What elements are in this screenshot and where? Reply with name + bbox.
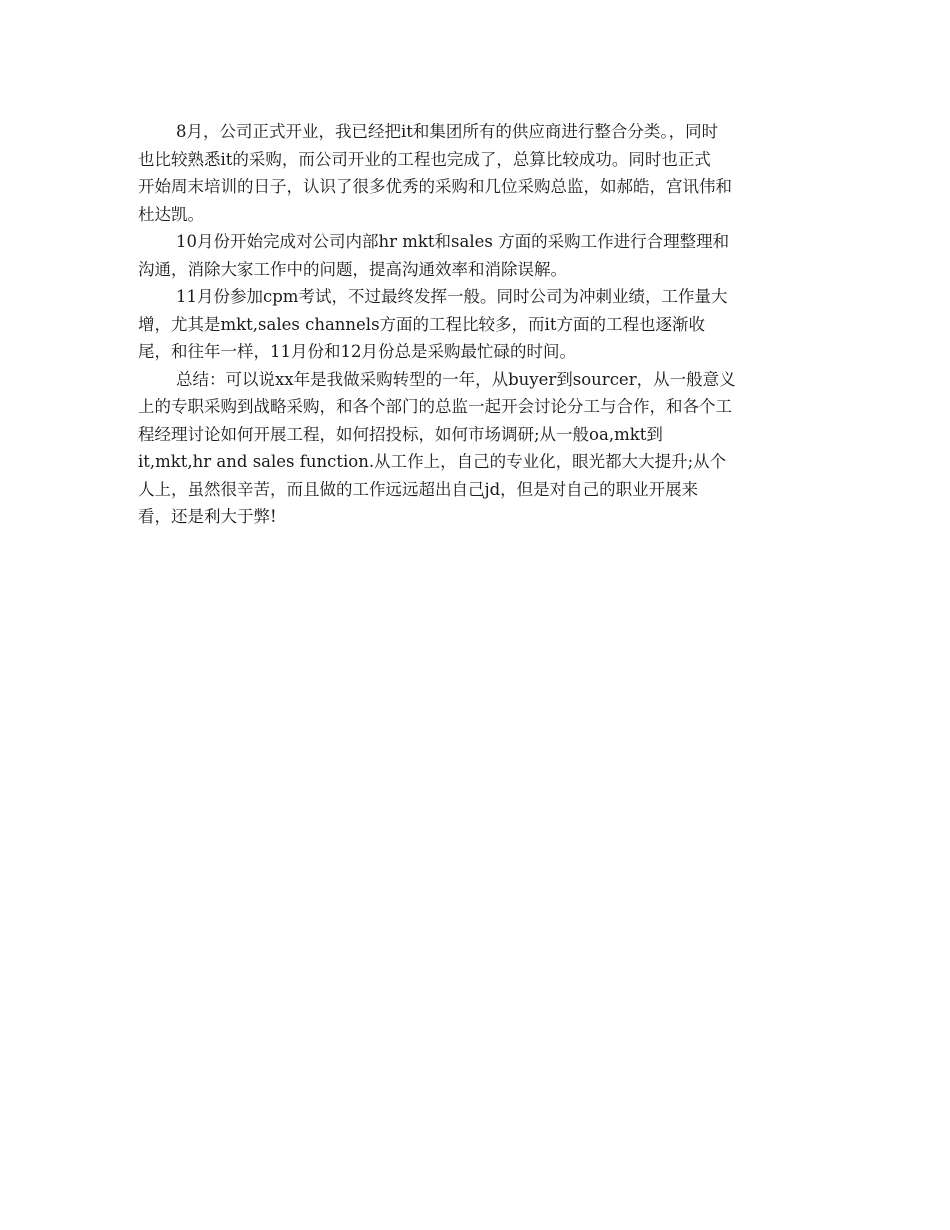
paragraph-summary [138, 366, 814, 531]
paragraph-line: 总结：可以说xx年是我做采购转型的一年，从buyer到sourcer，从一般意义 [176, 369, 736, 389]
paragraph-line: 也比较熟悉it的采购，而公司开业的工程也完成了，总算比较成功。同时也正式 [138, 149, 711, 169]
paragraph-line: 开始周末培训的日子，认识了很多优秀的采购和几位采购总监，如郝皓，宫讯伟和 [138, 177, 732, 196]
paragraph-line: 尾，和往年一样，11月份和12月份总是采购最忙碌的时间。 [138, 342, 576, 361]
paragraph-line: 增，尤其是mkt,sales channels方面的工程比较多，而it方面的工程也逐渐收 [138, 314, 705, 334]
paragraph-line: it,mkt,hr and sales function.从工作上，自己的专业化，眼光都大大提升;从个 [138, 452, 727, 471]
paragraph-november [138, 283, 814, 366]
paragraph-line: 11月份参加cpm考试，不过最终发挥一般。同时公司为冲刺业绩，工作量大 [176, 287, 728, 306]
paragraph-line: 10月份开始完成对公司内部hr mkt和sales 方面的采购工作进行合理整理和 [176, 232, 730, 251]
paragraph-line: 沟通，消除大家工作中的问题，提高沟通效率和消除误解。 [138, 259, 567, 279]
paragraph-line: 程经理讨论如何开展工程，如何招投标，如何市场调研;从一般oa,mkt到 [138, 424, 663, 444]
paragraph-october [138, 228, 814, 283]
paragraph-line: 8月，公司正式开业，我已经把it和集团所有的供应商进行整合分类。，同时 [176, 122, 719, 141]
paragraph-line: 人上，虽然很辛苦，而且做的工作远远超出自己jd，但是对自己的职业开展来 [138, 479, 699, 499]
paragraph-line: 上的专职采购到战略采购，和各个部门的总监一起开会讨论分工与合作，和各个工 [138, 397, 732, 416]
paragraph-line: 杜达凯。 [138, 204, 204, 224]
paragraph-line: 看，还是利大于弊! [138, 507, 277, 526]
document-body [138, 118, 814, 531]
paragraph-august [138, 118, 814, 228]
